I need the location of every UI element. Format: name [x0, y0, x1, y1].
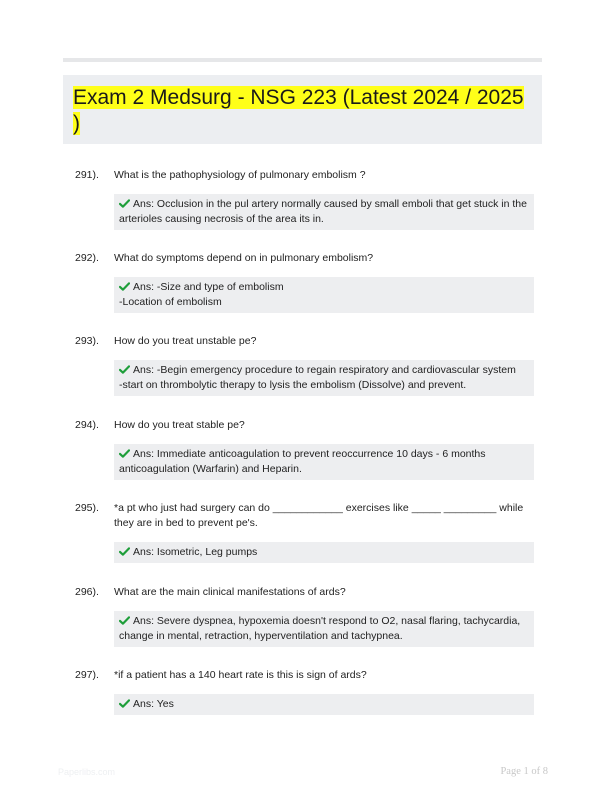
page-indicator: Page 1 of 8	[500, 766, 548, 777]
check-icon	[119, 616, 130, 625]
answer-text: Ans: Severe dyspnea, hypoxemia doesn't respond to O2, nasal flaring, tachycardia, change in mental, retraction, hyperventilation and tachypnea.	[119, 615, 521, 642]
question-number: 292).	[75, 252, 99, 264]
check-icon	[119, 547, 130, 556]
answer-box	[114, 694, 534, 715]
check-icon	[119, 199, 130, 208]
answer-text: Ans: -Size and type of embolism	[133, 281, 284, 293]
footer-watermark: Paperlibs.com	[58, 767, 116, 777]
question-text: What are the main clinical manifestations of ards?	[114, 586, 346, 598]
answer-text: Ans: Immediate anticoagulation to prevent reoccurrence 10 days - 6 months anticoagulation (Warfarin) and Heparin.	[119, 448, 486, 475]
question-number: 295).	[75, 502, 99, 514]
answer-box	[114, 444, 534, 480]
top-divider	[63, 58, 542, 62]
question-text: *a pt who just had surgery can do ____________ exercises like _____ _________ while they are in bed to prevent pe's.	[114, 502, 524, 529]
question-number: 291).	[75, 169, 99, 181]
answer-box	[114, 194, 534, 230]
check-icon	[119, 282, 130, 291]
question-text: What do symptoms depend on in pulmonary embolism?	[114, 252, 374, 264]
question-number: 296).	[75, 586, 99, 598]
title-banner	[63, 75, 542, 144]
check-icon	[119, 449, 130, 458]
check-icon	[119, 365, 130, 374]
question-number: 297).	[75, 669, 99, 681]
answer-box	[114, 611, 534, 647]
question-text: What is the pathophysiology of pulmonary embolism ?	[114, 169, 366, 181]
check-icon	[119, 699, 130, 708]
answer-text: Ans: -Begin emergency procedure to regain respiratory and cardiovascular system	[133, 364, 516, 376]
question-text: How do you treat stable pe?	[114, 419, 245, 431]
question-text: *if a patient has a 140 heart rate is this is sign of ards?	[114, 669, 367, 681]
page-title: Exam 2 Medsurg - NSG 223 (Latest 2024 / 2025 )	[73, 86, 524, 135]
answer-text: Ans: Isometric, Leg pumps	[133, 546, 258, 558]
answer-text: Ans: Yes	[133, 698, 174, 710]
answer-box	[114, 277, 534, 313]
question-number: 293).	[75, 335, 99, 347]
answer-box	[114, 542, 534, 563]
answer-box	[114, 360, 534, 396]
answer-text: -Location of embolism	[119, 296, 222, 308]
question-number: 294).	[75, 419, 99, 431]
answer-text: Ans: Occlusion in the pul artery normally caused by small emboli that get stuck in the arterioles causing necrosis of the area its in.	[119, 198, 527, 225]
answer-text: -start on thrombolytic therapy to lysis the embolism (Dissolve) and prevent.	[119, 379, 467, 391]
question-text: How do you treat unstable pe?	[114, 335, 257, 347]
